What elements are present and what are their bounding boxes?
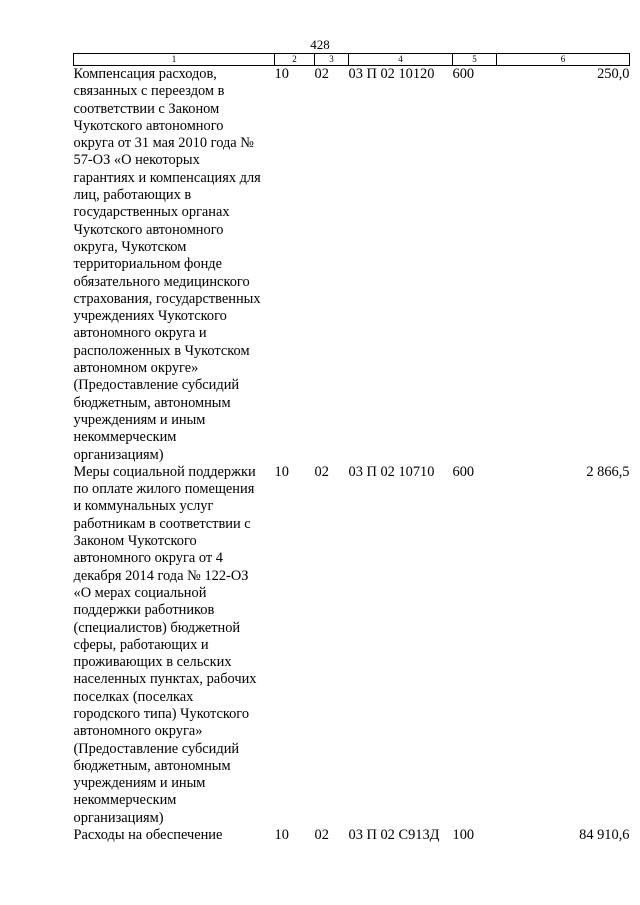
table-header xyxy=(74,54,630,66)
header-col-amount: 6 xyxy=(497,54,630,66)
row-expense-type: 600 xyxy=(452,463,475,480)
row-name-line: государственных органах xyxy=(73,204,230,221)
row-name-line: (Предоставление субсидий xyxy=(73,377,240,394)
row-name-line: Законом Чукотского xyxy=(73,533,197,550)
row-name-line: некоммерческим xyxy=(73,429,177,446)
row-name-line: территориальном фонде xyxy=(73,256,222,273)
row-name-line: автономного округа от 4 xyxy=(73,550,223,567)
row-subsection-code: 02 xyxy=(314,66,329,82)
row-name-line: Расходы на обеспечение xyxy=(73,827,223,844)
header-row xyxy=(74,54,630,66)
row-name-line: учреждениям и иным xyxy=(73,775,206,792)
row-name-line: работникам в соответствии с xyxy=(73,515,251,532)
row-name-cell xyxy=(74,827,275,844)
header-col-expense-type: 5 xyxy=(453,54,497,66)
row-expense-type: 100 xyxy=(452,827,475,844)
row-name-line: проживающих в сельских xyxy=(73,654,232,671)
header-col-target-code: 4 xyxy=(349,54,453,66)
page-number: 428 xyxy=(310,37,330,52)
row-subsection-code: 02 xyxy=(314,463,329,480)
row-name-line: и коммунальных услуг xyxy=(73,498,214,515)
row-name-line: автономном округе» xyxy=(73,360,199,377)
row-amount: 250,0 xyxy=(597,66,630,82)
row-name-line: учреждениям и иным xyxy=(73,411,206,428)
row-target-code: 03 П 02 10710 xyxy=(348,463,435,480)
budget-table xyxy=(73,53,630,844)
row-name-line: округа от 31 мая 2010 года № xyxy=(73,135,255,152)
row-name-line: связанных с переездом в xyxy=(73,83,225,100)
row-name-line: организациям) xyxy=(73,809,164,826)
row-name-line: поддержки работников xyxy=(73,602,215,619)
row-name-line: автономного округа» xyxy=(73,723,203,740)
row-subsection-code: 02 xyxy=(314,827,329,844)
row-amount: 84 910,6 xyxy=(579,827,630,844)
row-name-line: (Предоставление субсидий xyxy=(73,740,240,757)
row-name-line: расположенных в Чукотском xyxy=(73,342,250,359)
row-section-code: 10 xyxy=(274,463,289,480)
row-name-line: Чукотского автономного xyxy=(73,117,224,134)
table-body xyxy=(74,66,630,845)
row-name-line: бюджетным, автономным xyxy=(73,394,231,411)
row-name-line: поселках (поселках xyxy=(73,688,194,705)
row-expense-type: 600 xyxy=(452,66,475,82)
table-row xyxy=(74,66,630,464)
row-name-line: по оплате жилого помещения xyxy=(73,481,255,498)
row-name-line: декабря 2014 года № 122-ОЗ xyxy=(73,567,249,584)
row-name-line: сферы, работающих и xyxy=(73,636,209,653)
row-target-code: 03 П 02 10120 xyxy=(348,66,435,82)
row-section-code: 10 xyxy=(274,66,289,82)
table-row xyxy=(74,464,630,827)
row-name-line: Чукотского автономного xyxy=(73,221,224,238)
row-name-line: гарантиях и компенсациях для xyxy=(73,169,261,186)
row-name-line: учреждениях Чукотского xyxy=(73,308,227,325)
row-name-line: Компенсация расходов, xyxy=(73,66,217,82)
header-col-name: 1 xyxy=(74,54,275,66)
row-name-line: (специалистов) бюджетной xyxy=(73,619,241,636)
row-amount: 2 866,5 xyxy=(586,463,630,480)
row-name-line: бюджетным, автономным xyxy=(73,757,231,774)
row-name-line: 57-ОЗ «О некоторых xyxy=(73,152,200,169)
row-name-line: соответствии с Законом xyxy=(73,100,220,117)
row-name-line: округа, Чукотском xyxy=(73,238,187,255)
row-target-code: 03 П 02 С913Д xyxy=(348,827,440,844)
row-name-line: страхования, государственных xyxy=(73,290,261,307)
row-name-line: городского типа) Чукотского xyxy=(73,705,250,722)
row-name-line: лиц, работающих в xyxy=(73,187,192,204)
row-name-line: «О мерах социальной xyxy=(73,584,207,601)
header-col-section: 2 xyxy=(275,54,315,66)
row-name-line: обязательного медицинского xyxy=(73,273,250,290)
row-name-line: Меры социальной поддержки xyxy=(73,463,256,480)
row-section-code: 10 xyxy=(274,827,289,844)
row-name-line: населенных пунктах, рабочих xyxy=(73,671,257,688)
row-name-line: некоммерческим xyxy=(73,792,177,809)
table-row xyxy=(74,827,630,844)
header-col-subsection: 3 xyxy=(315,54,349,66)
row-name-line: организациям) xyxy=(73,446,164,463)
row-name-line: автономного округа и xyxy=(73,325,207,342)
row-name-cell xyxy=(74,464,275,827)
row-name-cell xyxy=(74,66,275,464)
